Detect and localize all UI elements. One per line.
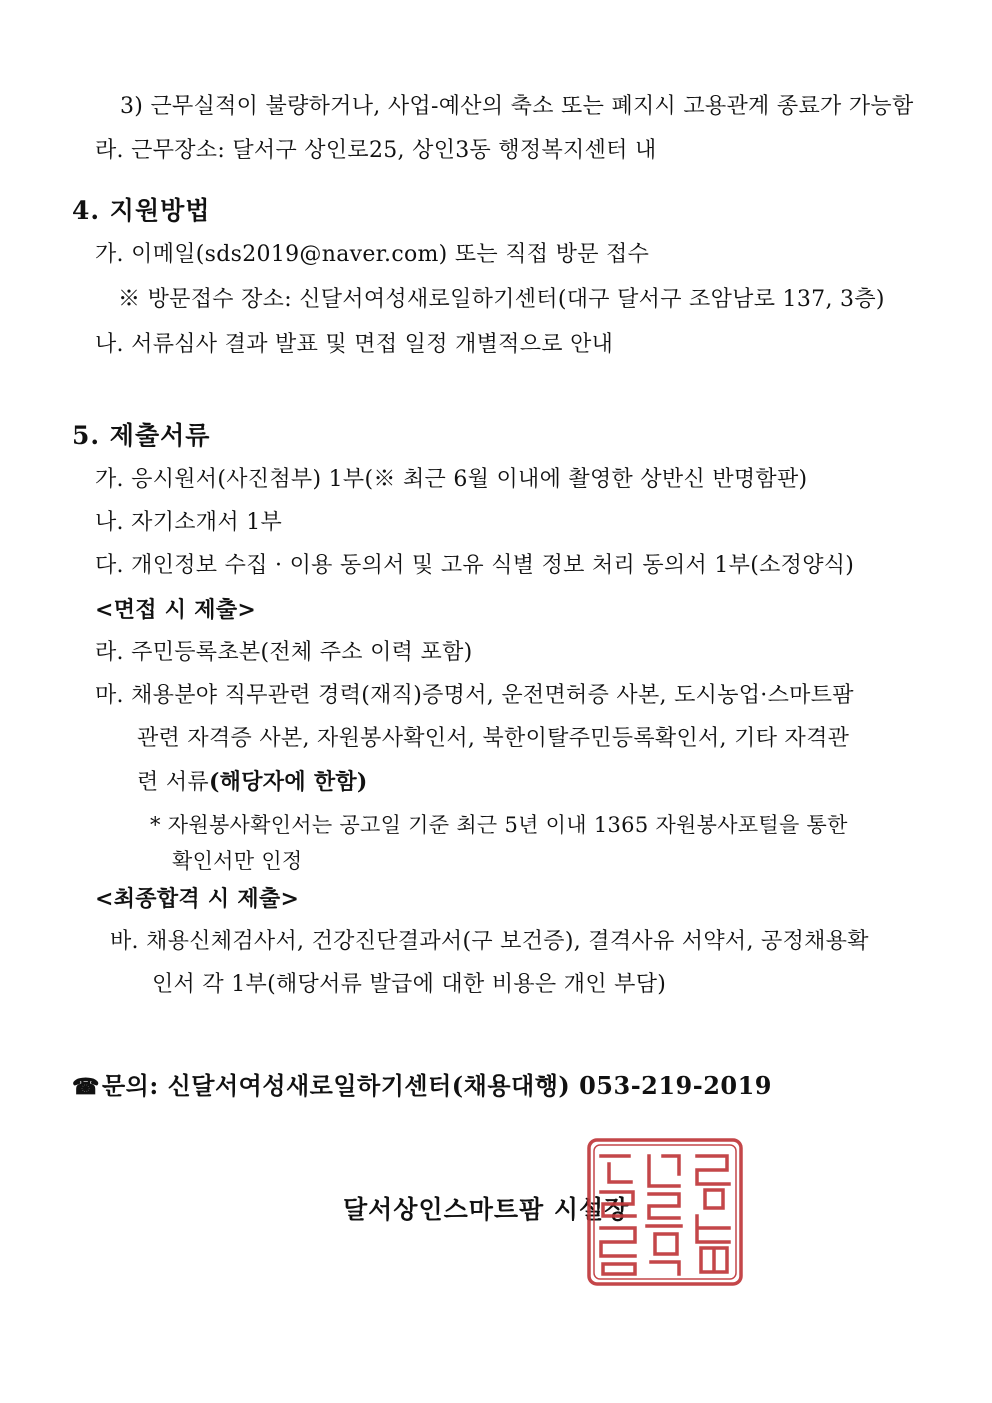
text-line: 나. 서류심사 결과 발표 및 면접 일정 개별적으로 안내 bbox=[95, 332, 614, 357]
text-line: 3) 근무실적이 불량하거나, 사업-예산의 축소 또는 폐지시 고용관계 종료가 가능함 bbox=[120, 94, 914, 119]
text-line: 라. 주민등록초본(전체 주소 이력 포함) bbox=[95, 640, 473, 665]
text-note: 확인서만 인정 bbox=[172, 849, 303, 873]
official-seal bbox=[585, 1136, 745, 1288]
section-heading-4: 4. 지원방법 bbox=[72, 196, 211, 225]
text-line: 다. 개인정보 수집 · 이용 동의서 및 고유 식별 정보 처리 동의서 1부(소정양식) bbox=[95, 553, 855, 578]
text-line bbox=[137, 767, 368, 798]
text-line: 가. 이메일(sds2019@naver.com) 또는 직접 방문 접수 bbox=[95, 242, 650, 267]
telephone-icon: ☎ bbox=[72, 1074, 100, 1100]
text-note: * 자원봉사확인서는 공고일 기준 최근 5년 이내 1365 자원봉사포털을 통한 bbox=[150, 813, 848, 837]
contact-line bbox=[72, 1070, 772, 1103]
contact-text: 문의: 신달서여성새로일하기센터(채용대행) 053-219-2019 bbox=[102, 1071, 773, 1100]
text-line: 인서 각 1부(해당서류 발급에 대한 비용은 개인 부담) bbox=[152, 972, 667, 997]
text-emphasis: (해당자에 한함) bbox=[208, 769, 368, 795]
text-line: 나. 자기소개서 1부 bbox=[95, 510, 283, 535]
section-heading-5: 5. 제출서류 bbox=[72, 421, 211, 450]
text-line: 마. 채용분야 직무관련 경력(재직)증명서, 운전면허증 사본, 도시농업·스마트팜 bbox=[95, 683, 854, 708]
text-line: 라. 근무장소: 달서구 상인로25, 상인3동 행정복지센터 내 bbox=[95, 138, 657, 163]
text-segment: 련 서류 bbox=[137, 770, 209, 795]
signature-title: 달서상인스마트팜 시설장 bbox=[343, 1195, 630, 1224]
text-line: 가. 응시원서(사진첨부) 1부(※ 최근 6월 이내에 촬영한 상반신 반명함판) bbox=[95, 467, 808, 492]
subheading-final: <최종합격 시 제출> bbox=[95, 886, 300, 912]
text-line: 관련 자격증 사본, 자원봉사확인서, 북한이탈주민등록확인서, 기타 자격관 bbox=[137, 726, 850, 751]
text-line: 바. 채용신체검사서, 건강진단결과서(구 보건증), 결격사유 서약서, 공정채용확 bbox=[110, 929, 869, 954]
subheading-interview: <면접 시 제출> bbox=[95, 597, 257, 623]
text-line: ※ 방문접수 장소: 신달서여성새로일하기센터(대구 달서구 조암남로 137, 3층) bbox=[118, 287, 885, 312]
